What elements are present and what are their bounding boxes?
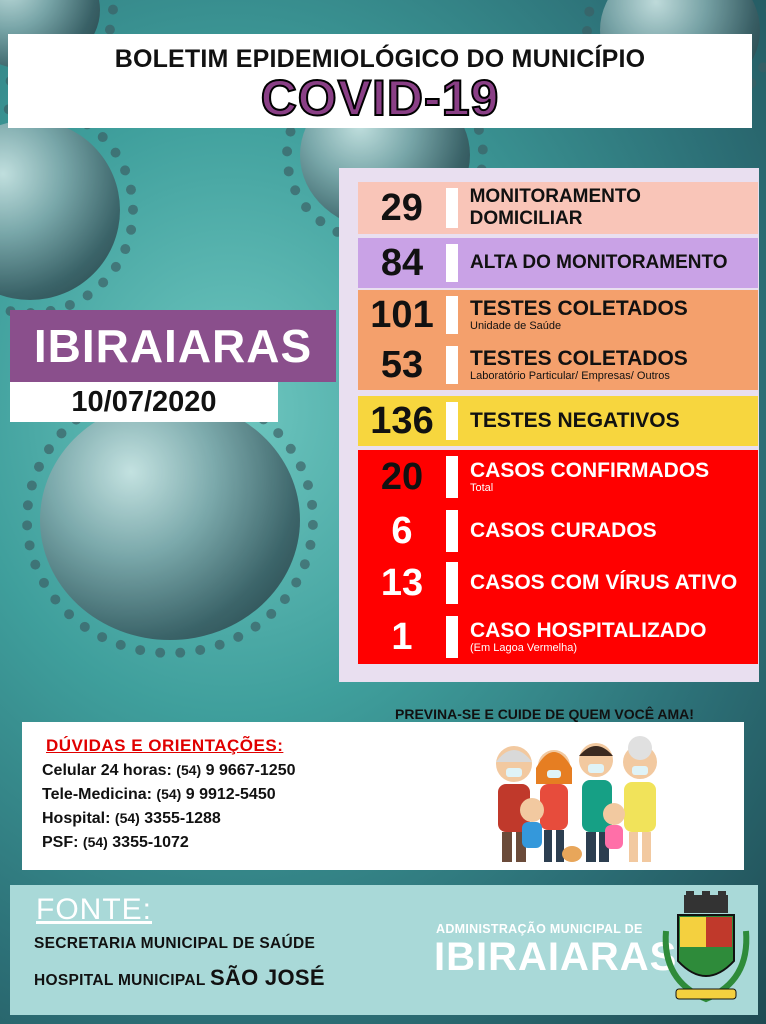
stat-value: 13 [380,561,424,604]
stat-value: 136 [370,399,434,442]
stat-divider [446,456,458,498]
stat-row-cured [358,504,758,558]
contact-ddd: (54) [176,762,202,778]
stat-sublabel: Unidade de Saúde [470,320,562,332]
stat-row-discharge [358,238,758,288]
source-line-hospital [34,965,325,991]
contact-ddd: (54) [114,810,140,826]
stat-label: CASO HOSPITALIZADO [470,619,707,642]
stat-divider [446,402,458,440]
contact-number: 9 9667-1250 [205,762,296,779]
stat-sublabel: Total [470,482,494,494]
source-title: FONTE: [36,893,152,926]
stat-value: 20 [380,455,424,498]
stat-label: CASOS CONFIRMADOS [470,459,710,482]
stat-divider [446,510,458,552]
contact-label: Hospital: [42,810,111,827]
family-illustration [474,732,704,867]
covid-title: COVID-19 [260,70,500,126]
stat-label: TESTES NEGATIVOS [470,409,680,432]
contact-number: 3355-1288 [144,810,221,827]
hospital-label: HOSPITAL MUNICIPAL [34,972,206,989]
stat-value: 101 [370,293,434,336]
stat-sublabel: (Em Lagoa Vermelha) [470,642,577,654]
stat-divider [446,616,458,658]
stat-divider [446,188,458,228]
stat-row-negative [358,396,758,446]
contact-label: Celular 24 horas: [42,762,172,779]
stat-divider [446,296,458,334]
stat-label: CASOS COM VÍRUS ATIVO [470,571,738,594]
stat-label: TESTES COLETADOS [470,347,688,370]
stat-row-monitoring [358,182,758,234]
stat-row-active [358,556,758,610]
bulletin-title: BOLETIM EPIDEMIOLÓGICO DO MUNICÍPIO [114,45,646,73]
stat-row-confirmed [358,450,758,504]
stat-value: 84 [380,241,424,284]
source-box [10,885,758,1015]
stat-value: 1 [391,615,413,658]
contact-ddd: (54) [82,834,108,850]
stat-divider [446,346,458,384]
stat-row-hospitalized [358,610,758,664]
stat-divider [446,244,458,282]
virus-illustration [40,400,300,640]
stat-value: 53 [380,343,424,386]
virus-illustration [0,120,120,300]
contact-label: Tele-Medicina: [42,786,152,803]
stat-label: MONITORAMENTO DOMICILIAR [469,186,641,229]
contact-line [42,762,296,780]
contact-line [42,834,189,852]
contact-line [42,810,221,828]
stat-label: ALTA DO MONITORAMENTO [470,252,728,273]
stat-value: 29 [380,186,423,229]
hospital-name: SÃO JOSÉ [209,965,325,990]
stat-row-tests-unit [358,290,758,340]
contact-line [42,786,276,804]
contact-label: PSF: [42,834,79,851]
stat-divider [446,562,458,604]
contact-number: 3355-1072 [112,834,189,851]
source-line-secretaria: SECRETARIA MUNICIPAL DE SAÚDE [34,935,316,952]
header-banner [8,34,752,128]
stat-sublabel: Laboratório Particular/ Empresas/ Outros [470,370,670,382]
contact-title: DÚVIDAS E ORIENTAÇÕES: [46,736,284,755]
stat-label: CASOS CURADOS [470,519,657,542]
contact-number: 9 9912-5450 [185,786,276,803]
city-name: IBIRAIARAS [10,310,336,382]
stat-row-tests-lab [358,340,758,390]
coat-of-arms-logo [658,891,754,1009]
stat-label: TESTES COLETADOS [470,297,688,320]
admin-city: IBIRAIARAS [434,935,678,979]
slogan-text: PREVINA-SE E CUIDE DE QUEM VOCÊ AMA! [395,706,694,722]
admin-label: ADMINISTRAÇÃO MUNICIPAL DE [436,922,643,936]
contact-ddd: (54) [156,786,182,802]
report-date: 10/07/2020 [10,382,278,422]
stat-value: 6 [391,509,413,552]
contact-box [22,722,744,870]
